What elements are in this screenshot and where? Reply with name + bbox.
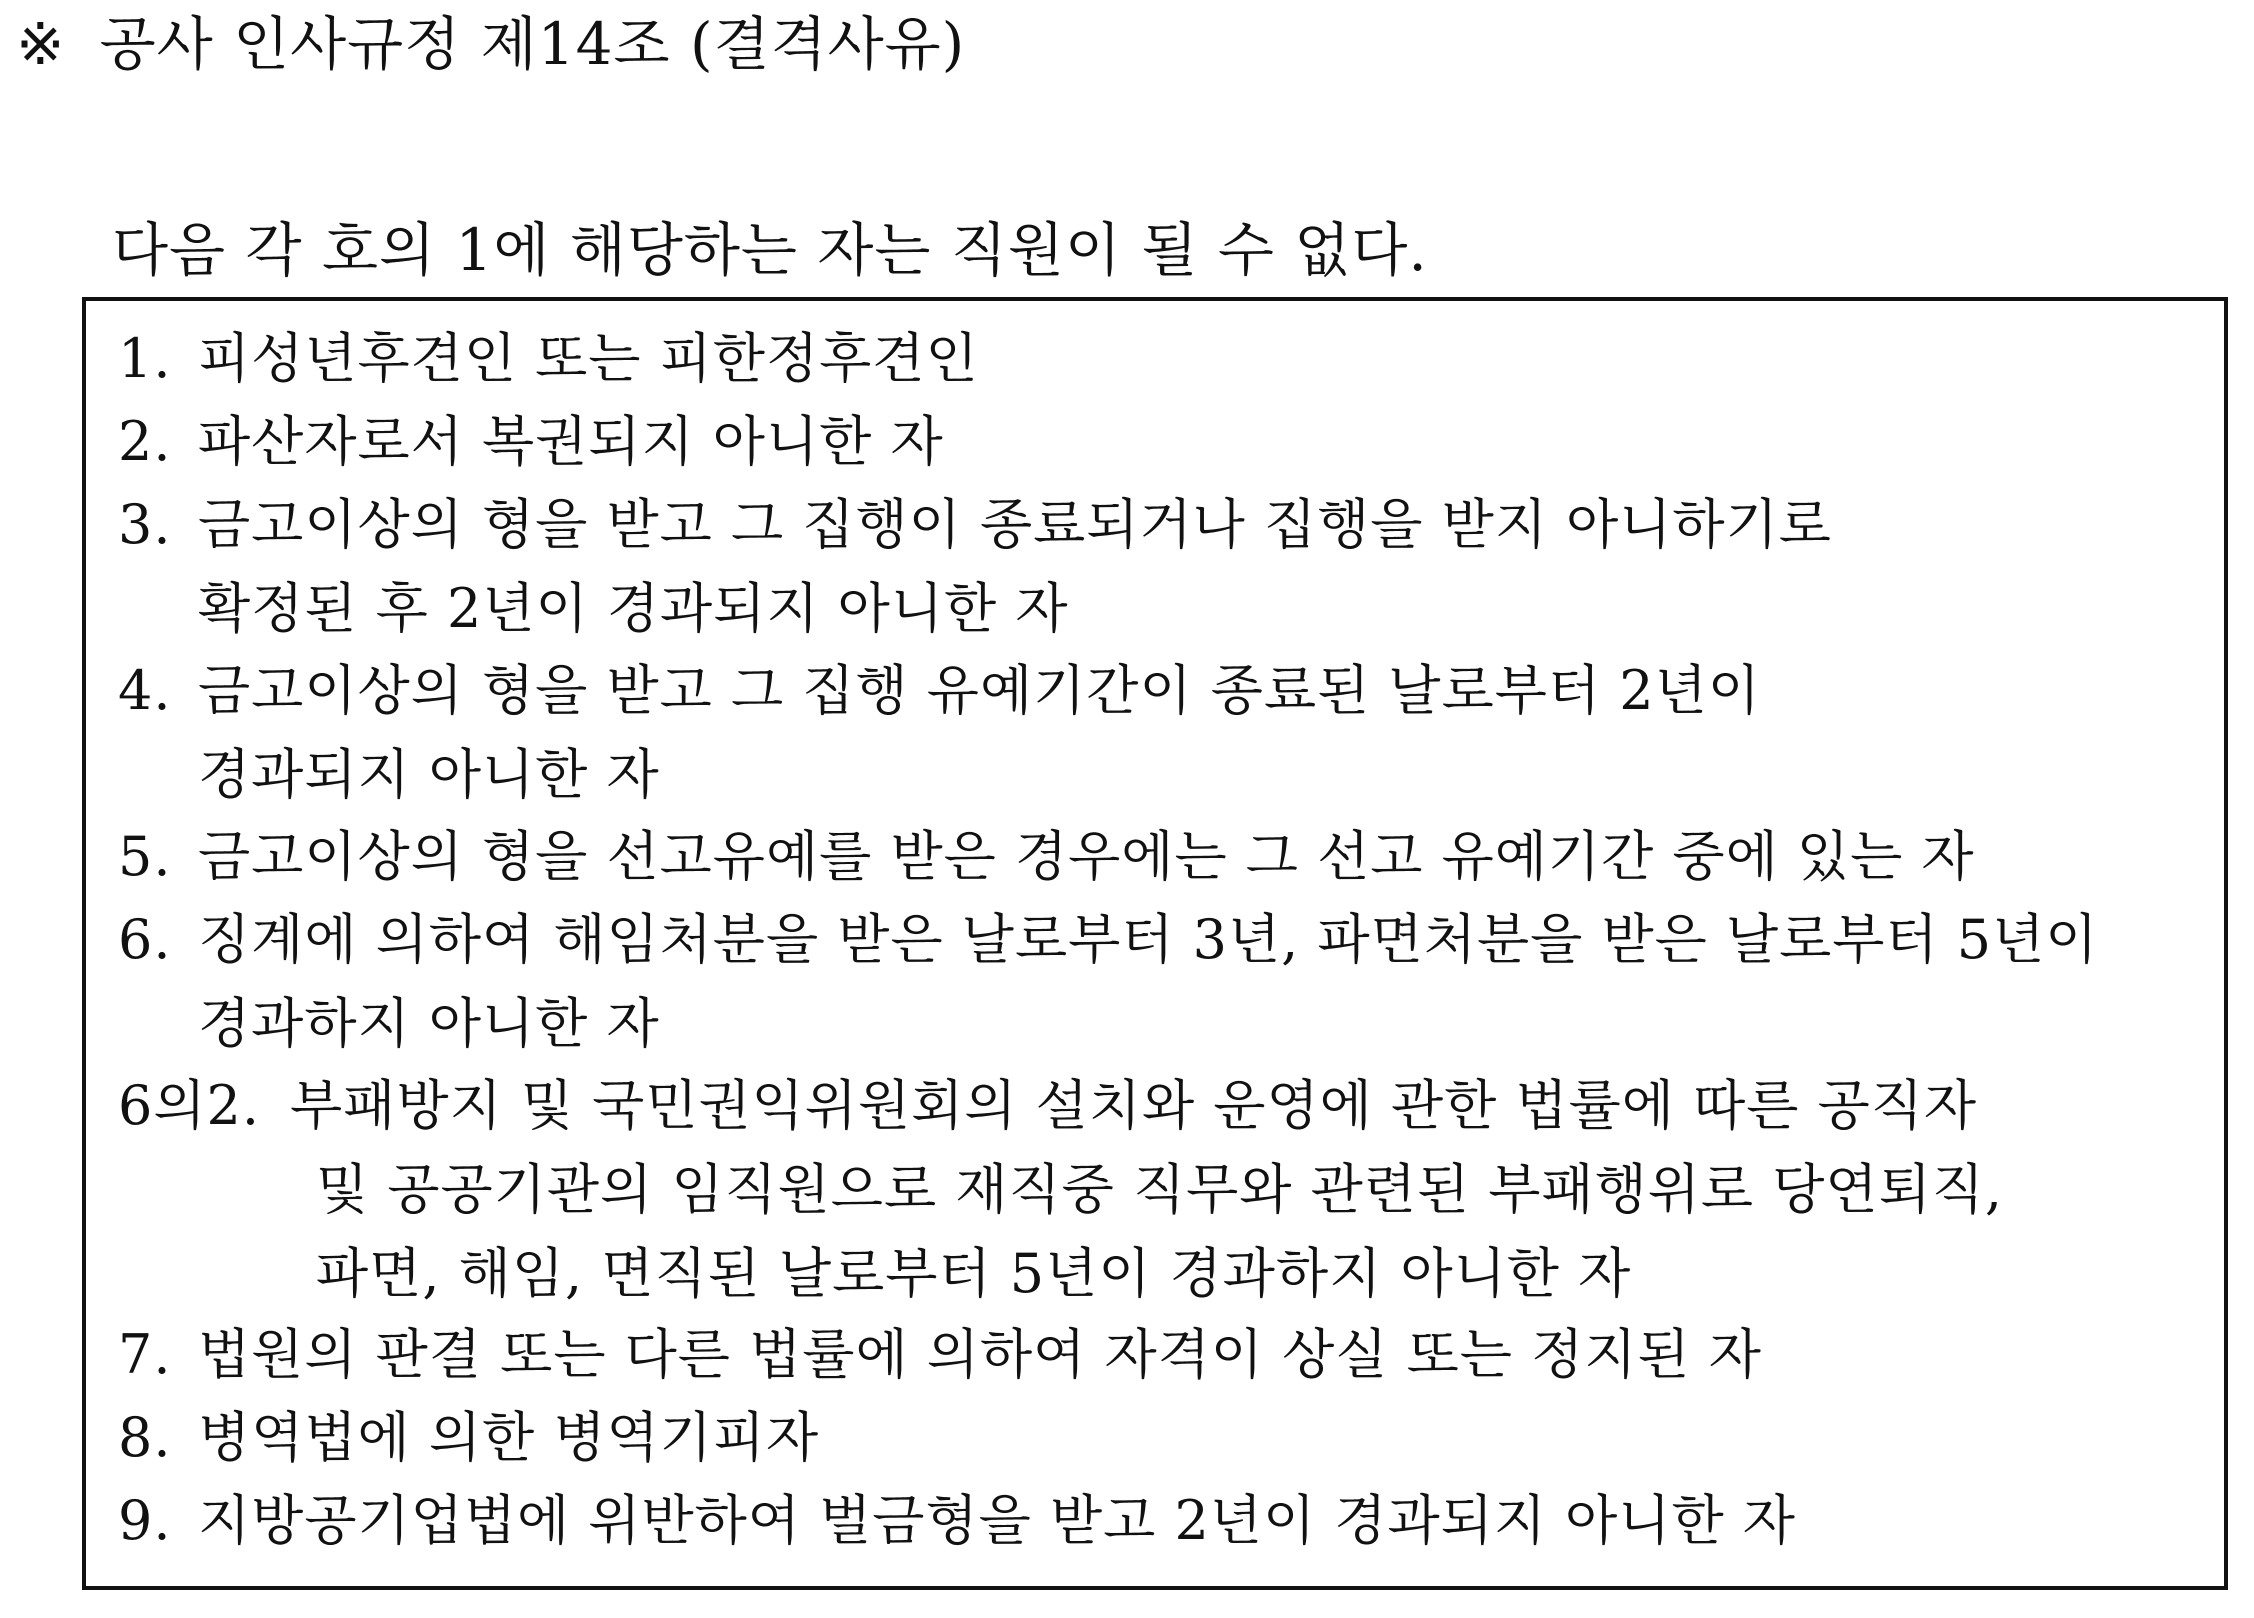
article-title (16, 4, 965, 84)
intro-sentence: 다음 각 호의 1에 해당하는 자는 직원이 될 수 없다. (112, 216, 1428, 284)
list-item-9 (118, 1482, 1796, 1560)
list-item-8 (118, 1399, 819, 1477)
list-item-7 (118, 1316, 1762, 1394)
list-item-1 (118, 320, 979, 398)
list-item-6 (118, 901, 2098, 1063)
item-text: 파산자로서 복권되지 아니한 자 (198, 410, 944, 473)
reference-mark-icon: ※ (16, 10, 66, 78)
list-item-6-2 (118, 1067, 2003, 1313)
item-number: 6의2. (118, 1074, 261, 1137)
item-text: 금고이상의 형을 받고 그 집행이 종료되거나 집행을 받지 아니하기로 (198, 493, 1832, 556)
list-item-2 (118, 403, 944, 481)
item-number: 2. (118, 410, 172, 473)
item-number: 7. (118, 1323, 172, 1386)
item-text: 부패방지 및 국민권익위원회의 설치와 운영에 관한 법률에 따른 공직자 (290, 1074, 1978, 1137)
item-text: 병역법에 의한 병역기피자 (198, 1406, 820, 1469)
item-text-continued: 파면, 해임, 면직된 날로부터 5년이 경과하지 아니한 자 (316, 1242, 1632, 1305)
item-text-continued: 및 공공기관의 임직원으로 재직중 직무와 관련된 부패행위로 당연퇴직, (316, 1158, 2004, 1221)
item-text: 징계에 의하여 해임처분을 받은 날로부터 3년, 파면처분을 받은 날로부터 5년이 (198, 908, 2099, 971)
article-title-text: 공사 인사규정 제14조 (결격사유) (99, 10, 966, 78)
item-text-continued: 경과하지 아니한 자 (198, 992, 660, 1055)
list-item-3 (118, 486, 1832, 648)
item-number: 4. (118, 659, 172, 722)
item-number: 9. (118, 1489, 172, 1552)
list-item-5 (118, 818, 1975, 896)
item-text-continued: 경과되지 아니한 자 (198, 743, 660, 806)
item-number: 5. (118, 825, 172, 888)
item-text: 지방공기업법에 위반하여 벌금형을 받고 2년이 경과되지 아니한 자 (198, 1489, 1796, 1552)
item-text: 금고이상의 형을 받고 그 집행 유예기간이 종료된 날로부터 2년이 (198, 659, 1761, 722)
item-number: 6. (118, 908, 172, 971)
item-number: 1. (118, 327, 172, 390)
list-item-4 (118, 652, 1761, 814)
item-text: 법원의 판결 또는 다른 법률에 의하여 자격이 상실 또는 정지된 자 (198, 1323, 1762, 1386)
item-text: 금고이상의 형을 선고유예를 받은 경우에는 그 선고 유예기간 중에 있는 자 (198, 825, 1975, 888)
item-number: 3. (118, 493, 172, 556)
item-text-continued: 확정된 후 2년이 경과되지 아니한 자 (198, 577, 1069, 640)
item-number: 8. (118, 1406, 172, 1469)
item-text: 피성년후견인 또는 피한정후견인 (198, 327, 979, 390)
